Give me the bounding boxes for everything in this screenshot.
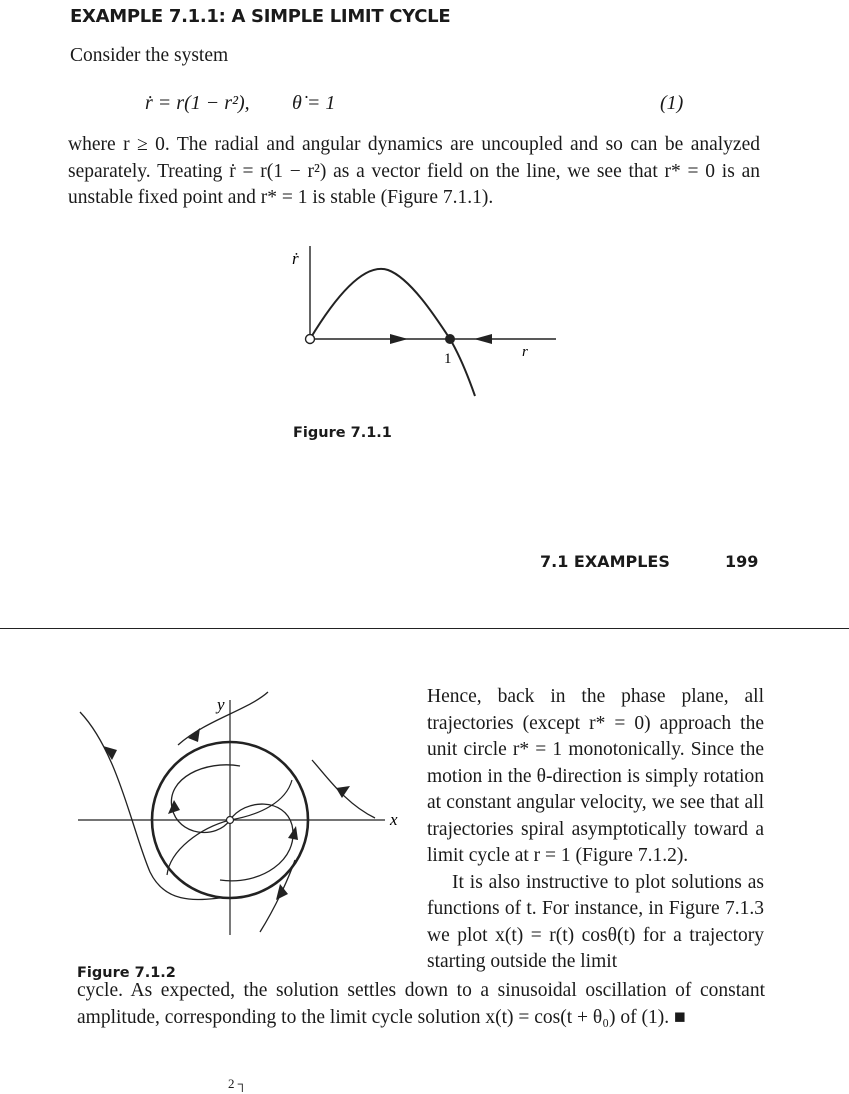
fig1-tick-label: 1 <box>444 351 452 367</box>
fig2-origin <box>227 817 234 824</box>
figure-7-1-1 <box>270 236 570 406</box>
fig2-inner-spiral-3 <box>230 780 292 820</box>
fig2-arrow-2 <box>188 728 200 742</box>
column-paragraph-1: Hence, back in the phase plane, all trajectories (except r* = 0) approach the unit circle r* = 1 monotonically. Since the motion in the θ-direction is simply rotation at constant angular velocity, we see that all trajectories spiral asymptotically toward a limit cycle at r = 1 (Figure 7.1.2). <box>427 686 764 866</box>
intro-text: Consider the system <box>70 45 229 66</box>
figure-7-1-1-caption: Figure 7.1.1 <box>293 425 392 441</box>
fig1-arrow-right <box>390 334 408 344</box>
bottom-text <box>77 978 765 1031</box>
figure-7-1-2 <box>70 680 410 950</box>
fig1-unstable-point <box>306 335 315 344</box>
paragraph-1: where r ≥ 0. The radial and angular dynamics are uncoupled and so can be analyzed separately. Treating ṙ = r(1 − r²) as a vector field on the line, we see that r* = 0 is an unstable fixed point and r* = 1 is stable (Figure 7.1.1). <box>68 134 760 208</box>
fig1-arrow-left <box>474 334 492 344</box>
example-heading: EXAMPLE 7.1.1: A SIMPLE LIMIT CYCLE <box>70 6 451 27</box>
running-head: 7.1 EXAMPLES <box>540 552 670 571</box>
figure-7-1-2-caption: Figure 7.1.2 <box>77 965 176 981</box>
fig2-arrow-1 <box>103 746 117 760</box>
fig2-arrow-6 <box>168 800 180 814</box>
fig2-xlabel: x <box>390 810 398 829</box>
right-column-text <box>427 684 764 976</box>
fig2-inner-spiral-1 <box>220 804 293 881</box>
equation-number: (1) <box>660 92 684 114</box>
fig1-xlabel: r <box>522 344 528 360</box>
equation-theta-dot: θ̇ = 1 <box>292 92 336 114</box>
equation-r-dot: ṙ = r(1 − r²), <box>145 92 250 114</box>
fig2-arrow-3 <box>336 786 350 798</box>
page-number: 199 <box>725 552 759 571</box>
fig1-stable-point <box>445 334 455 344</box>
fig1-ylabel: ṙ <box>292 249 299 268</box>
column-paragraph-2: It is also instructive to plot solutions as functions of t. For instance, in Figure 7.1.3 we plot x(t) = r(t) cosθ(t) for a trajectory starting outside the limit <box>427 871 764 972</box>
bottom-paragraph: cycle. As expected, the solution settles down to a sinusoidal oscillation of constant amplitude, corresponding to the limit cycle solution x(t) = cos(t + θ₀) of (1). ■ <box>77 980 765 1028</box>
page-divider <box>0 628 849 629</box>
fig2-arrow-4 <box>276 884 288 900</box>
fig1-curve <box>310 269 475 396</box>
footer-mark: 2 ┐ <box>228 1076 247 1091</box>
fig2-outer-spiral-1 <box>80 712 220 900</box>
fig2-ylabel: y <box>217 695 225 714</box>
